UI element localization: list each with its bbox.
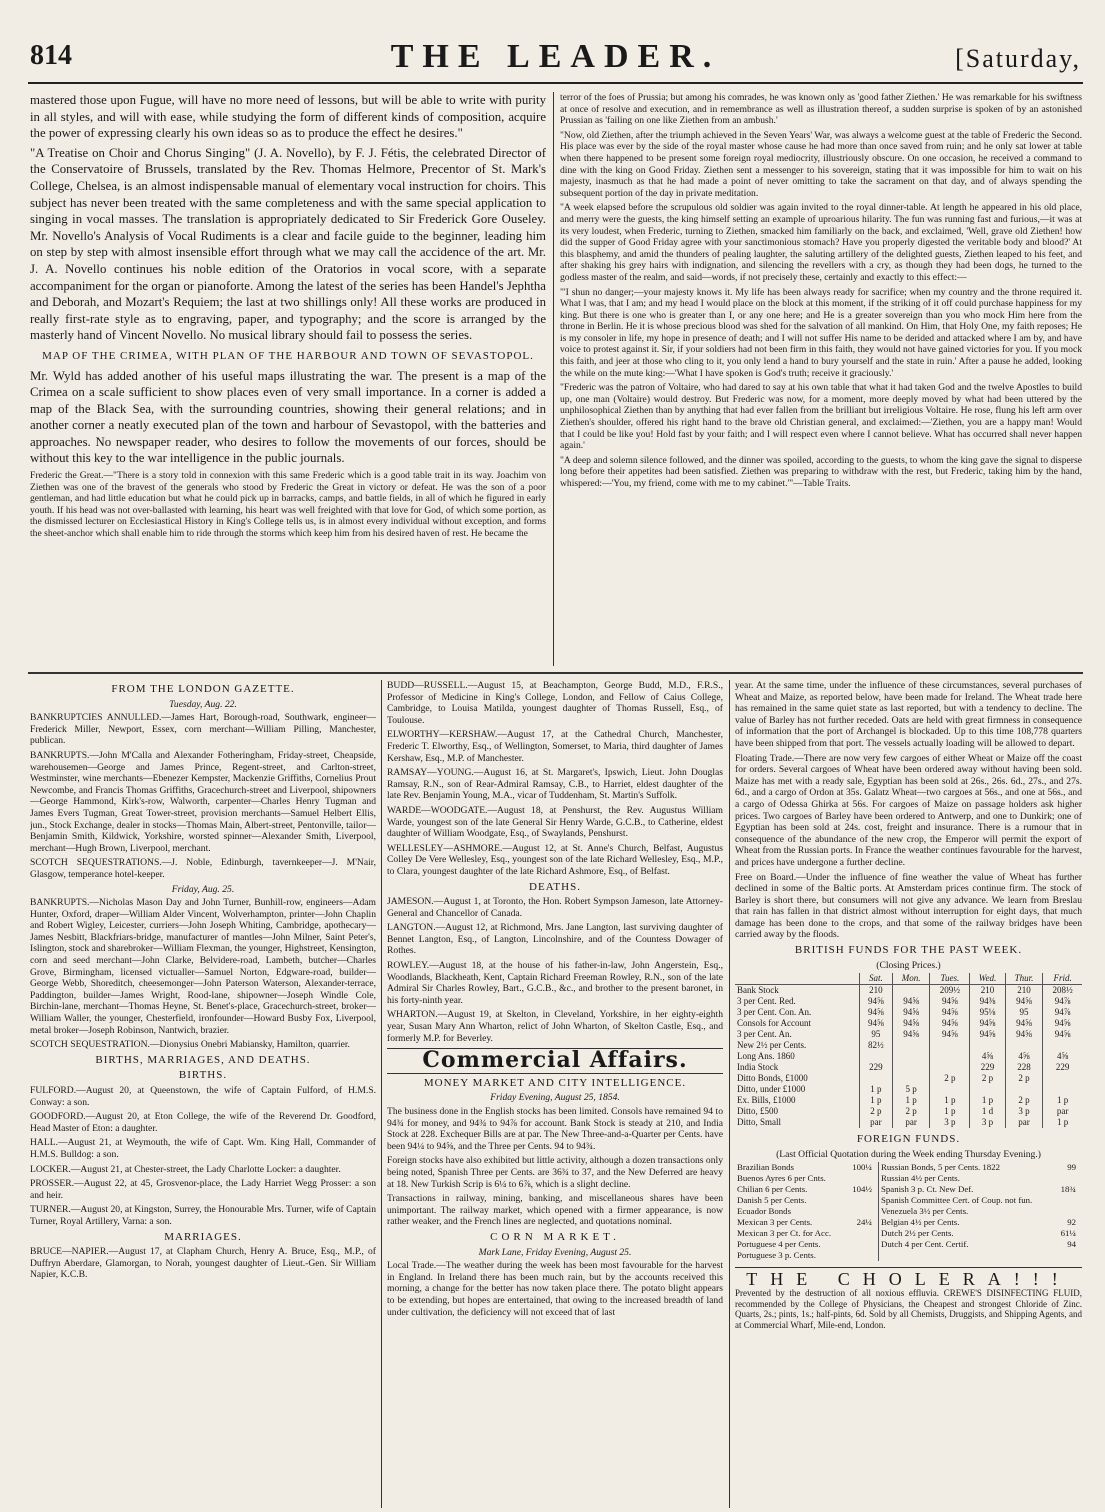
corn-market-heading: CORN MARKET.: [490, 1230, 620, 1243]
foreign-fund-name: Chilian 6 per Cents.: [737, 1184, 808, 1195]
bankrupts-friday: BANKRUPTS.—Nicholas Mason Day and John Turner, Bunhill-row, engineers—Adam Hunter, Oxford, draper—William Alder Vincent, Wolverhampton, printer—John Chaplin and Robert Wigley, Leicester, curriers—John Joseph Whiting, Cambridge, apothecary—James Nesbitt, Blackfriars-bridge, manufacturer of mantles—John Milner, Saint Peter's, Islington, stock and sharebroker—William Flexman, the younger, Highstreet, Kensington, corn and seed merchant—John Clarke, Belvidere-road, Lambeth, butcher—Charles Grove, Birmingham, licensed victualler—Samuel Norton, Edgware-road, builder—George Webb, Shoreditch, cheesemonger—John Paterson Waterson, Alexander-terrace, Paddington, builder—James Wright, Rood-lane, shipowner—Joseph Windle Cole, Birchin-lane, merchant—Thomas Heyne, St. Benet's-place, Gracechurch-street, broker—William Waller, the younger, Chesterfield, ironfounder—Howard Busby Fox, Liverpool, metal broker—Joseph Robinson, Nantwich, brazier.: [30, 897, 376, 1036]
funds-price-cell: 94⅞: [1043, 996, 1082, 1007]
funds-price-cell: 5 p: [892, 1084, 930, 1095]
funds-price-cell: 94⅝: [970, 1029, 1005, 1040]
masthead: [28, 38, 1083, 84]
funds-stock-name: Long Ans. 1860: [737, 1051, 795, 1062]
funds-price-cell: 3 p: [970, 1117, 1005, 1128]
foreign-fund-price: [846, 1228, 878, 1239]
birth-notice: TURNER.—August 20, at Kingston, Surrey, the Honourable Mrs. Turner, wife of Captain Turner, Royal Artillery, Varna: a son.: [30, 1204, 376, 1227]
funds-price-cell: 4⅝: [1043, 1051, 1082, 1062]
foreign-funds-subheading: (Last Official Quotation during the Week ending Thursday Evening.): [776, 1148, 1041, 1160]
marriage-notice: RAMSAY—YOUNG.—August 16, at St. Margaret's, Ipswich, Lieut. John Douglas Ramsay, R.N., son of Rear-Admiral Ramsay, C.B., to Harriet, eldest daughter of the late Rev. Benjamin Young, M.A., vicar of Tuddenham, St. Martin's Suffolk.: [387, 767, 723, 802]
section-divider: [28, 672, 1083, 674]
birth-notice: HALL.—August 21, at Weymouth, the wife of Capt. Wm. King Hall, Commander of H.M.S. Bulldog: a son.: [30, 1137, 376, 1160]
money-market-para: The business done in the English stocks has been limited. Consols have remained 94 to 94¾ for money, and 94¾ to 94⅞ for account. Bank Stock is steady at 210, and India Stock at 228. Exchequer Bills are at par. The New Three-and-a-Quarter per Cents. have been 94¼ to 94⅝, and the Three per Cents. 94 to 94¾.: [387, 1106, 723, 1152]
funds-stock-name: Ditto, under £1000: [737, 1084, 806, 1095]
right-column: [735, 680, 1082, 1506]
funds-price-cell: [970, 1040, 1005, 1051]
frederic-anecdote-start: Frederic the Great.—"There is a story told in connexion with this same Frederic which is a good table trait in its way. Joachim von Ziethen was one of the bravest of the generals who stood by Frederic the Great in victory or defeat. He was the son of a poor gentleman, and had little education but what he could pick up in barracks, camps, and battle fields, in all of which he figured in early youth. If his head was not over-ballasted with learning, his heart was well freighted with that love for God, of which some portion, as the dismissed lecturer on Ecclesiastical History in King's College tells us, is in almost every individual without exception, and forms the sheet-anchor which shall enable him to ride through the storms which keep him from his desired haven of rest. He became the: [30, 470, 546, 540]
funds-col-header: Sat.: [860, 973, 893, 985]
funds-row: [735, 1007, 1082, 1018]
funds-price-cell: 2 p: [930, 1073, 970, 1084]
marriage-notice: WELLESLEY—ASHMORE.—August 12, at St. Anne's Church, Belfast, Augustus Colley De Vere Wellesley, Esq., youngest son of the late Richard Wellesley, Esq., M.P., to Clara, youngest daughter of the late Richard Ashmore, Esq., of Belfast.: [387, 842, 723, 877]
funds-price-cell: [1043, 1084, 1082, 1095]
funds-stock-name: Ditto, £500: [737, 1106, 779, 1117]
funds-price-cell: 2 p: [970, 1073, 1005, 1084]
funds-price-cell: 94⅝: [930, 1029, 970, 1040]
page-number: 814: [30, 40, 72, 71]
gazette-column: [30, 680, 376, 1506]
funds-col-header: Mon.: [892, 973, 930, 985]
money-market-para: Foreign stocks have also exhibited but little activity, although a dozen transactions only being noted, Spanish Three per Cents. are 36¾ to 37, and the New Deferred are heavy at 18. New Turkish Scrip is 6¼ to 6⅞, which is a slight decline.: [387, 1155, 723, 1190]
funds-row: [735, 1018, 1082, 1029]
funds-price-cell: 94⅝: [860, 996, 893, 1007]
ziethen-para-3: "A week elapsed before the scrupulous old soldier was again invited to the royal dinner-table. At length he appeared in his old place, and merry were the guests, the king himself setting an example of uproarious hilarity. The fun was running fast and furious,—it was at its very loudest, when Frederic, turning to Ziethen, smacked him familiarly on the back, and exclaimed, 'Well, grave old Ziethen! how did the supper of Good Friday agree with your sanctimonious stomach? Have you properly digested the veritable body and blood?' At this blasphemy, and amid the thunders of pealing laughter, the saluting artillery of the delighted guests, Ziethen leaped to his feet, and after shaking his grey hairs with indignation, and silencing the revellers with a cry, as though they had been dogs, he turned to the godless master of the realm, and said—words, if not precisely these, certainly and exactly to this effect:—: [560, 202, 1082, 283]
funds-row: [735, 1040, 1082, 1051]
funds-row: [735, 1073, 1082, 1084]
funds-price-cell: 94⅝: [1005, 1029, 1043, 1040]
funds-price-cell: 94⅝: [892, 1018, 930, 1029]
foreign-fund-name: Mexican 3 per Cents.: [737, 1217, 813, 1228]
funds-price-cell: 1 p: [930, 1106, 970, 1117]
funds-price-cell: 94⅝: [892, 996, 930, 1007]
foreign-fund-name: Mexican 3 per Ct. for Acc.: [737, 1228, 832, 1239]
death-notice: ROWLEY.—August 18, at the house of his father-in-law, John Angerstein, Esq., Woodlands, Blackheath, Kent, Captain Richard Freeman Rowley, R.N., son of the late Admiral Sir Charles Rowley, Bart., G.C.B., &c., and brother to the present baronet, in his forty-ninth year.: [387, 960, 723, 1006]
marriage-notice: BUDD—RUSSELL.—August 15, at Beachampton, George Budd, M.D., F.R.S., Professor of Medicine in King's College, London, and Fellow of Caius College, Cambridge, to Louisa Matilda, youngest daughter of Thomas Russell, Esq., of Toulouse.: [387, 680, 723, 726]
commercial-affairs-heading: Commercial Affairs.: [422, 1047, 688, 1074]
foreign-funds-row: [735, 1217, 1082, 1228]
birth-notice: FULFORD.—August 20, at Queenstown, the wife of Captain Fulford, of H.M.S. Conway: a son.: [30, 1085, 376, 1108]
foreign-funds-row: [735, 1184, 1082, 1195]
births-heading: BIRTHS.: [178, 1069, 228, 1082]
gazette-date-tuesday: Tuesday, Aug. 22.: [169, 698, 237, 710]
funds-price-cell: [970, 1084, 1005, 1095]
funds-price-cell: 3 p: [1005, 1106, 1043, 1117]
foreign-fund-price: 18¾: [1060, 1184, 1076, 1195]
foreign-fund-name: Portuguese 4 per Cents.: [737, 1239, 821, 1250]
crimea-map-heading: MAP OF THE CRIMEA, WITH PLAN OF THE HARBOUR AND TOWN OF SEVASTOPOL.: [42, 349, 534, 362]
foreign-fund-price: [846, 1195, 878, 1206]
funds-row: [735, 1117, 1082, 1128]
funds-price-cell: [892, 1062, 930, 1073]
funds-price-cell: 210: [1005, 985, 1043, 997]
funds-stock-name: India Stock: [737, 1062, 779, 1073]
foreign-fund-price: 99: [1067, 1162, 1076, 1173]
cholera-advert-text: Prevented by the destruction of all noxious effluvia. CREWE'S DISINFECTING FLUID, recommended by the College of Physicians, the Cheapest and strongest Chloride of Zinc. Quarts, 2s.; pints, 1s.; half-pints, 6d. Sold by all Chemists, Druggists, and Shipping Agents, and at Commercial Wharf, Mile-end, London.: [735, 1288, 1082, 1330]
funds-price-cell: 94⅜: [970, 996, 1005, 1007]
foreign-fund-name: Russian Bonds, 5 per Cents. 1822: [879, 1162, 1056, 1173]
foreign-fund-price: [1055, 1195, 1082, 1206]
funds-price-cell: 228: [1005, 1062, 1043, 1073]
foreign-fund-price: 61¼: [1060, 1228, 1076, 1239]
funds-col-header: [735, 973, 860, 985]
foreign-fund-price: 92: [1067, 1217, 1076, 1228]
foreign-funds-row: [735, 1195, 1082, 1206]
corn-market-date: Mark Lane, Friday Evening, August 25.: [478, 1246, 632, 1258]
funds-price-cell: 95: [860, 1029, 893, 1040]
upper-right-column: [560, 92, 1082, 664]
funds-price-cell: 95: [1005, 1007, 1043, 1018]
ziethen-para-5: "Frederic was the patron of Voltaire, who had dared to say at his own table that what it had taken God and the twelve Apostles to build up, one man (Voltaire) would destroy. But Frederic was now, for a moment, more deeply moved by what had been uttered by the unphilosophical Ziethen than by anything that had ever fallen from the brilliant but irreligious Voltaire. He rose, flung his left arm over Ziethen's shoulder, offered his right hand to the brave old Christian general, and exclaimed:—'Ziethen, you are a happy man! Would that I could be like you! Hold fast by your faith; and I will respect even where I cannot believe. What has occurred shall never happen again.': [560, 382, 1082, 452]
funds-row: [735, 985, 1082, 997]
middle-column: [387, 680, 723, 1506]
foreign-fund-name: Dutch 4 per Cent. Certif.: [879, 1239, 1056, 1250]
funds-stock-name: Ditto, Small: [737, 1117, 782, 1128]
foreign-fund-name: Spanish Committee Cert. of Coup. not fun.: [879, 1195, 1056, 1206]
funds-price-cell: 229: [860, 1062, 893, 1073]
ziethen-para-4: "'I shun no danger;—your majesty knows it. My life has been always ready for sacrifice; when my country and the throne required it. What I was, that I am; and my head I would place on the block at this moment, if the striking of it off could purchase happiness for my king. But there is one who is greater than I, or any one here; and He is a greater sovereign than you who mock Him here from the throne in Berlin. He it is whose precious blood was shed for the salvation of all mankind. On Him, that Holy One, my faith reposes; He is my consoler in life, my hope in presence of death; and I will not suffer His name to be derided and attacked where I am by, and have voice to protest against it. Sir, if your soldiers had not been firm in this faith, they would not have gained victories for you. If you mock this faith, and jeer at those who cling to it, you only lend a hand to bury yourself and the state in ruin.' After a pause he added, looking the while on the mute king:—'What I have spoken is God's truth; receive it graciously.': [560, 286, 1082, 379]
music-review-end: mastered those upon Fugue, will have no more need of lessons, but will be able to write with purity in all styles, and will with ease, while studying the form of different kinds of composition, acquire the power of expressing clearly his own ideas so as to produce the effect he desires.": [30, 93, 546, 141]
funds-price-cell: 94⅞: [1043, 1007, 1082, 1018]
funds-row: [735, 1106, 1082, 1117]
birth-notice: GOODFORD.—August 20, at Eton College, the wife of the Reverend Dr. Goodford, Head Master of Eton: a daughter.: [30, 1111, 376, 1134]
funds-stock-name: Bank Stock: [737, 985, 779, 996]
upper-left-column: [30, 92, 546, 664]
british-funds-heading: BRITISH FUNDS FOR THE PAST WEEK.: [794, 944, 1023, 957]
funds-price-cell: 2 p: [892, 1106, 930, 1117]
funds-col-header: Thur.: [1005, 973, 1043, 985]
death-notice: JAMESON.—August 1, at Toronto, the Hon. Robert Sympson Jameson, late Attorney-General and Chancellor of Canada.: [387, 896, 723, 919]
funds-price-cell: 94⅝: [930, 996, 970, 1007]
foreign-fund-price: 24¼: [856, 1217, 872, 1228]
funds-price-cell: 4⅝: [970, 1051, 1005, 1062]
funds-price-cell: par: [1005, 1117, 1043, 1128]
foreign-funds-row: [735, 1206, 1082, 1217]
foreign-funds-row: [735, 1239, 1082, 1250]
funds-price-cell: 94⅝: [1005, 996, 1043, 1007]
british-funds-subheading: (Closing Prices.): [876, 959, 941, 971]
funds-price-cell: 210: [860, 985, 893, 997]
funds-price-cell: 1 p: [930, 1095, 970, 1106]
bankrupts-tuesday: BANKRUPTS.—John M'Calla and Alexander Fotheringham, Friday-street, Cheapside, warehousemen—George and James Prince, Regent-street, and Carlton-street, Westminster, wine merchants—Ebenezer Kempster, Mackenzie Griffiths, Cornelius Prout Newcombe, and Francis Thomas Griffiths, Gracechurch-street and Liverpool, shipowners—George Hammond, Kirk's-row, Walworth, carpenter—Charles Henry Tugman and James Evers Tugman, Great Tower-street, provision merchants—Samuel Helbert Ellis, jun., Stock Exchange, dealer in stocks—Thomas Main, Albert-street, Pentonville, tailor—Benjamin Smith, Kildwick, Yorkshire, worsted spinner—Alexander Smith, Liverpool, merchant—Hugh Brown, Liverpool, merchant.: [30, 749, 376, 854]
funds-price-cell: 94⅝: [860, 1018, 893, 1029]
funds-price-cell: [892, 1051, 930, 1062]
foreign-fund-price: [1055, 1250, 1082, 1261]
funds-row: [735, 1029, 1082, 1040]
funds-price-cell: 2 p: [1005, 1095, 1043, 1106]
funds-price-cell: [860, 1073, 893, 1084]
funds-stock-name: Ditto Bonds, £1000: [737, 1073, 808, 1084]
foreign-fund-name: Venezuela 3½ per Cents.: [879, 1206, 1056, 1217]
funds-price-cell: [930, 1084, 970, 1095]
funds-price-cell: [860, 1051, 893, 1062]
funds-price-cell: 209½: [930, 985, 970, 997]
ziethen-para-2: "Now, old Ziethen, after the triumph achieved in the Seven Years' War, was always a welcome guest at the table of Frederic the Second. His place was ever by the side of the royal master whose cause he had more than once saved from ruin; and he only sat lower at table when there happened to be present some foreign royal mediocrity, illustriously obscure. On one occasion, he received a command to dine with the king on Good Friday. Ziethen sent a messenger to his sovereign, stating that it was impossible for him to wait on his majesty, inasmuch as that he had made a point of never omitting to take the sacrament on that day, and of always spending the subsequent portion of the day in private meditation.: [560, 129, 1082, 199]
scotch-sequestrations: SCOTCH SEQUESTRATIONS.—J. Noble, Edinburgh, tavernkeeper—J. M'Nair, Glasgow, temperance hotel-keeper.: [30, 857, 376, 880]
funds-row: [735, 1095, 1082, 1106]
funds-price-cell: [1005, 1040, 1043, 1051]
funds-price-cell: [1005, 1084, 1043, 1095]
funds-price-cell: 208½: [1043, 985, 1082, 997]
funds-row: [735, 1084, 1082, 1095]
funds-price-cell: [892, 985, 930, 997]
foreign-fund-price: [1055, 1173, 1082, 1184]
funds-price-cell: 94⅝: [970, 1018, 1005, 1029]
crimea-map-review: Mr. Wyld has added another of his useful maps illustrating the war. The present is a map of the Crimea on a scale sufficient to show places even of very small importance. In a corner is added a map of the Black Sea, with the surrounding countries, showing their general relations; and in another corner a neatly executed plan of the town and harbour of Sevastopol, with the batteries and approaches. No newspaper reader, who desires to follow the movements of our forces, should be without this key to the war intelligence in the public journals.: [30, 368, 546, 466]
column-rule: [553, 92, 554, 666]
funds-price-cell: 1 d: [970, 1106, 1005, 1117]
free-on-board-para: Free on Board.—Under the influence of fine weather the value of Wheat has further declined in some of the Baltic ports. At Amsterdam prices continue firm. The stock of Barley is short there, but consumers will not give any advance. We learn from Breslau that rain has fallen in that district almost without interruption for eight days, that much damage has been done to the crops, and that some of the railway bridges have been carried away by the floods.: [735, 871, 1082, 941]
foreign-fund-price: 94: [1067, 1239, 1076, 1250]
foreign-funds-row: [735, 1228, 1082, 1239]
foreign-fund-name: Russian 4½ per Cents.: [879, 1173, 1056, 1184]
gazette-heading: FROM THE LONDON GAZETTE.: [111, 683, 295, 695]
funds-price-cell: 3 p: [930, 1117, 970, 1128]
ziethen-para-6: "A deep and solemn silence followed, and the dinner was spoiled, according to the guests, to whom the king gave the signal to disperse long before their appetites had been satisfied. Ziethen was preparing to withdraw with the rest, but Frederic, taking him by the hand, whispered:—'You, my friend, come with me to my cabinet.'"—Table Traits.: [560, 454, 1082, 489]
funds-price-cell: 229: [1043, 1062, 1082, 1073]
funds-stock-name: Consols for Account: [737, 1018, 811, 1029]
funds-row: [735, 1051, 1082, 1062]
newspaper-title: THE LEADER.: [390, 38, 721, 75]
death-notice: WHARTON.—August 19, at Skelton, in Cleveland, Yorkshire, in her eighty-eighth year, Susan Mary Ann Wharton, relict of John Wharton, of Skelton Castle, Esq., and formerly M.P. for Beverley.: [387, 1009, 723, 1044]
money-market-date: Friday Evening, August 25, 1854.: [490, 1092, 620, 1104]
funds-price-cell: [930, 1040, 970, 1051]
funds-price-cell: [892, 1073, 930, 1084]
funds-price-cell: 94⅝: [1043, 1018, 1082, 1029]
cholera-advert-heading: THE CHOLERA!!!: [746, 1269, 1071, 1290]
funds-row: [735, 1062, 1082, 1073]
funds-price-cell: 94⅝: [930, 1018, 970, 1029]
death-notice: LANGTON.—August 12, at Richmond, Mrs. Jane Langton, last surviving daughter of Bennet Langton, Esq., of Langton, Lincolnshire, and of the Countess Dowager of Rothes.: [387, 922, 723, 957]
gazette-date-friday: Friday, Aug. 25.: [171, 883, 235, 895]
funds-row: [735, 996, 1082, 1007]
marriage-notice: ELWORTHY—KERSHAW.—August 17, at the Cathedral Church, Manchester, Frederic T. Elworthy, Esq., of Wellington, Somerset, to Maria, third daughter of James Kershaw, Esq., M.P. of Manchester.: [387, 729, 723, 764]
funds-price-cell: [892, 1040, 930, 1051]
funds-stock-name: Ex. Bills, £1000: [737, 1095, 796, 1106]
scotch-sequestration: SCOTCH SEQUESTRATION.—Dionysius Onebri Mabiansky, Hamilton, quarrier.: [30, 1039, 350, 1051]
funds-price-cell: 1 p: [892, 1095, 930, 1106]
funds-price-cell: 1 p: [1043, 1117, 1082, 1128]
british-funds-table: [735, 973, 1082, 1128]
funds-price-cell: [930, 1062, 970, 1073]
corn-market-para: year. At the same time, under the influence of these circumstances, several purchases of Wheat and Maize, as reported below, have been made for Ireland. The Wheat trade here has remained in the same quiet state as last reported, but with a tendency to decline. The value of Barley has not further receded. Oats are held with great firmness in consequence of information that the port of Archangel is blockaded. Up to this time 108,778 quarters have been shipped from that port. The vessels actually loading will be allowed to depart.: [735, 680, 1082, 749]
funds-stock-name: 3 per Cent. An.: [737, 1029, 792, 1040]
foreign-fund-price: [846, 1173, 878, 1184]
funds-price-cell: [930, 1051, 970, 1062]
foreign-fund-name: Portuguese 3 p. Cents.: [737, 1250, 816, 1261]
foreign-fund-name: Ecuador Bonds: [737, 1206, 791, 1217]
foreign-fund-name: Danish 5 per Cents.: [737, 1195, 807, 1206]
funds-price-cell: 1 p: [860, 1095, 893, 1106]
foreign-fund-price: [846, 1250, 878, 1261]
foreign-funds-table: [735, 1162, 1082, 1261]
foreign-fund-price: [846, 1239, 878, 1250]
foreign-fund-name: Dutch 2½ per Cents.: [879, 1228, 1056, 1239]
foreign-fund-name: Brazilian Bonds: [737, 1162, 794, 1173]
funds-price-cell: 2 p: [860, 1106, 893, 1117]
funds-price-cell: 1 p: [970, 1095, 1005, 1106]
funds-price-cell: 1 p: [1043, 1095, 1082, 1106]
funds-price-cell: 95⅛: [970, 1007, 1005, 1018]
marriage-notice: BRUCE—NAPIER.—August 17, at Clapham Church, Henry A. Bruce, Esq., M.P., of Duffryn Aberdare, Glamorgan, to Norah, youngest daughter of Lieut.-Gen. Sir William Napier, K.C.B.: [30, 1246, 376, 1281]
funds-price-cell: 94⅝: [860, 1007, 893, 1018]
foreign-fund-name: Belgian 4½ per Cents.: [879, 1217, 1056, 1228]
funds-price-cell: [1043, 1040, 1082, 1051]
funds-price-cell: [1043, 1073, 1082, 1084]
funds-price-cell: 1 p: [860, 1084, 893, 1095]
funds-stock-name: New 2½ per Cents.: [737, 1040, 807, 1051]
marriage-notice: WARDE—WOODGATE.—August 18, at Penshurst, the Rev. Augustus William Warde, youngest son of the late General Sir Henry Warde, G.C.B., to Catherine, eldest daughter of William Woodgate, Esq., of Swaylands, Penshurst.: [387, 804, 723, 840]
foreign-funds-row: [735, 1173, 1082, 1184]
foreign-fund-name: Buenos Ayres 6 per Cnts.: [737, 1173, 826, 1184]
funds-price-cell: par: [892, 1117, 930, 1128]
issue-day: [Saturday,: [955, 44, 1081, 73]
column-rule: [729, 680, 730, 1508]
funds-price-cell: 94⅝: [1043, 1029, 1082, 1040]
funds-col-header: Tues.: [930, 973, 970, 985]
birth-notice: PROSSER.—August 22, at 45, Grosvenor-place, the Lady Harriet Wegg Prosser: a son and heir.: [30, 1178, 376, 1201]
foreign-fund-price: 104½: [852, 1184, 872, 1195]
funds-col-header: Frid.: [1043, 973, 1082, 985]
funds-stock-name: 3 per Cent. Red.: [737, 996, 796, 1007]
choir-treatise-review: "A Treatise on Choir and Chorus Singing" (J. A. Novello), by F. J. Fétis, the celebrated Director of the Conservatoire of Brussels, translated by the Rev. Thomas Helmore, Precentor of St. Mark's College, Chelsea, is an almost indispensable manual of elementary vocal instruction for choirs. This subject has never been treated with the same completeness and with the same special application to singing in vocal masses. The translation is appropriately dedicated to Sir Frederick Gore Ouseley. Mr. Novello's Analysis of Vocal Rudiments is a clear and facile guide to the beginner, leading him on step by step with almost insensible effort through what we may call the accidence of the art. Mr. J. A. Novello continues his noble edition of the Oratorios in vocal score, with a separate accompaniment for the organ or pianoforte. Among the latest of the series has been Handel's Jephtha and Deborah, and Mozart's Requiem; the last at two shillings only! All these works are produced in really first-rate style as to engraving, paper, and typography; and the score is arranged by the masterly hand of Vincent Novello. No musical library should fail to possess the series.: [30, 145, 546, 343]
funds-price-cell: 94⅝: [892, 1029, 930, 1040]
funds-price-cell: 4⅝: [1005, 1051, 1043, 1062]
funds-price-cell: par: [860, 1117, 893, 1128]
corn-market-para: Local Trade.—The weather during the week has been most favourable for the harvest in England. In Ireland there has been much rain, but by the accounts received this morning, a change for the better has now taken place there. The potato blight appears to be extending, but hopes are entertained, that owing to the increased breadth of land under cultivation, the deficiency will not exceed that of last: [387, 1260, 723, 1318]
birth-notice: LOCKER.—August 21, at Chester-street, the Lady Charlotte Locker: a daughter.: [30, 1163, 341, 1175]
floating-trade-para: Floating Trade.—There are now very few cargoes of either Wheat or Maize off the coast for orders. Several cargoes of Wheat have been ordered away without having been sold. Maize has met with a ready sale, Egyptian has been sold at 26s., 26s. 6d., 27s., and 27s. 6d., and a cargo of Ordon at 35s. Galatz Wheat—two cargoes at 56s., and one at 56s., and a cargo of Odessa Ghirka at 56s. For cargoes of Maize on passage holders ask higher prices. Two cargoes of Barley have been ordered to Antwerp, and one to Dunkirk; one of Egyptian has been sold at 24s. cost, freight and insurance. There is a rumour that in consequence of the abundance of the new crop, the Emperor will permit the export of Wheat from the Russian ports. In France the weather continues favourable for the harvest, and prices have undergone a further decline.: [735, 752, 1082, 868]
foreign-fund-price: [1055, 1206, 1082, 1217]
marriages-heading: MARRIAGES.: [164, 1230, 242, 1243]
funds-stock-name: 3 per Cent. Con. An.: [737, 1007, 812, 1018]
bankruptcies-annulled: BANKRUPTCIES ANNULLED.—James Hart, Borough-road, Southwark, engineer—Frederick Miller, Newport, Essex, corn merchant—William Pilling, Manchester, publican.: [30, 712, 376, 747]
funds-col-header: Wed.: [970, 973, 1005, 985]
foreign-funds-heading: FOREIGN FUNDS.: [856, 1133, 961, 1146]
foreign-fund-name: Spanish 3 p. Ct. New Def.: [879, 1184, 1056, 1195]
funds-price-cell: 229: [970, 1062, 1005, 1073]
money-market-para: Transactions in railway, mining, banking, and miscellaneous shares have been unimportant. The railway market, which opened with a firmer appearance, is now rather weaker, and the French lines are neglected, and quotations nominal.: [387, 1193, 723, 1228]
foreign-funds-row: [735, 1250, 1082, 1261]
deaths-heading: DEATHS.: [529, 880, 581, 893]
funds-price-cell: 94⅝: [1005, 1018, 1043, 1029]
ziethen-para-1: terror of the foes of Prussia; but among his comrades, he was known only as 'good father Ziethen.' He was remarkable for his swiftness at once of resolve and execution, and in remembrance as well as illustration thereof, a sudden surprise is spoken of by an astonished Prussian as 'failing on one like Ziethen from an ambush.': [560, 92, 1082, 127]
foreign-funds-row: [735, 1162, 1082, 1173]
foreign-fund-price: [846, 1206, 878, 1217]
bmd-heading: BIRTHS, MARRIAGES, AND DEATHS.: [95, 1053, 311, 1066]
funds-price-cell: 94⅝: [930, 1007, 970, 1018]
money-market-heading: MONEY MARKET AND CITY INTELLIGENCE.: [423, 1076, 687, 1089]
funds-price-cell: 2 p: [1005, 1073, 1043, 1084]
funds-price-cell: 94⅝: [892, 1007, 930, 1018]
column-rule: [381, 680, 382, 1508]
funds-price-cell: 82½: [860, 1040, 893, 1051]
funds-price-cell: 210: [970, 985, 1005, 997]
foreign-fund-name: [879, 1250, 1056, 1261]
foreign-fund-price: 100¼: [852, 1162, 872, 1173]
funds-price-cell: par: [1043, 1106, 1082, 1117]
